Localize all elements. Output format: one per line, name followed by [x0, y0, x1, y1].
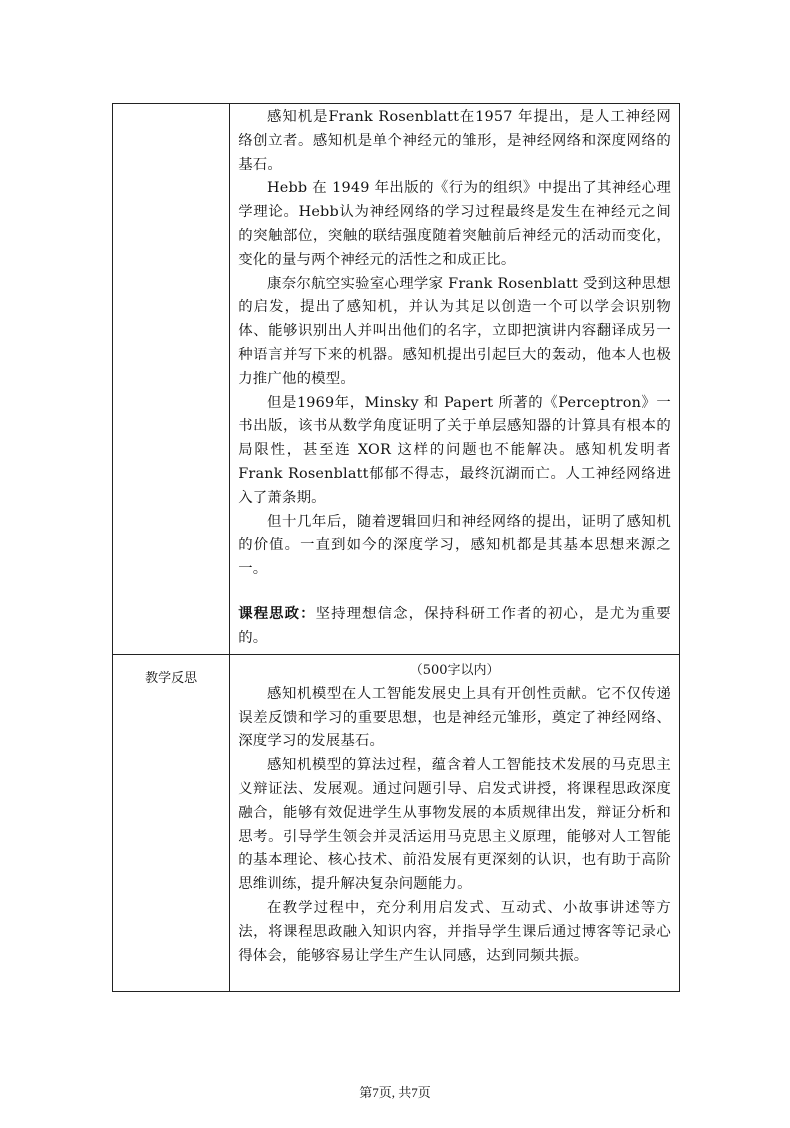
word-limit-note: （500字以内）	[409, 663, 500, 678]
table-row	[113, 655, 680, 992]
sizheng-text: 坚持理想信念，保持科研工作者的初心，是尤为重要的。	[238, 605, 671, 646]
paragraph: 感知机模型在人工智能发展史上具有开创性贡献。它不仅传递误差反馈和学习的重要思想，也是神经元雏形，奠定了神经网络、深度学习的发展基石。	[238, 685, 671, 750]
lesson-table	[112, 103, 680, 992]
row-label-reflection: 教学反思	[113, 655, 230, 992]
reflection-cell	[230, 655, 680, 992]
content-cell	[230, 104, 680, 655]
table-row	[113, 104, 680, 655]
row-label	[113, 104, 230, 655]
sizheng-label: 课程思政：	[238, 604, 316, 622]
paragraph: 但十几年后，随着逻辑回归和神经网络的提出，证明了感知机的价值。一直到如今的深度学习，感知机都是其基本思想来源之一。	[238, 513, 671, 578]
sizheng-paragraph	[238, 602, 671, 651]
spacer	[238, 582, 671, 602]
paragraph: 康奈尔航空实验室心理学家 Frank Rosenblatt 受到这种思想的启发，提出了感知机，并认为其足以创造一个可以学会识别物体、能够识别出人并叫出他们的名字，立即把演讲内容翻译成另一种语言并写下来的机器。感知机提出引起巨大的轰动，他本人也极力推广他的模型。	[238, 275, 671, 387]
paragraph: 但是1969年，Minsky 和 Papert 所著的《Perceptron》一书出版，该书从数学角度证明了关于单层感知器的计算具有根本的局限性，甚至连 XOR 这样的问题也不能解决。感知机发明者Frank Rosenblatt郁郁不得志，最终沉湖而亡。人工神经网络进入了萧条期。	[238, 394, 671, 506]
paragraph: Hebb 在 1949 年出版的《行为的组织》中提出了其神经心理学理论。Hebb认为神经网络的学习过程最终是发生在神经元之间的突触部位，突触的联结强度随着突触前后神经元的活动而变化，变化的量与两个神经元的活性之和成正比。	[238, 180, 671, 268]
paragraph: 在教学过程中，充分利用启发式、互动式、小故事讲述等方法，将课程思政融入知识内容，并指导学生课后通过博客等记录心得体会，能够容易让学生产生认同感，达到同频共振。	[238, 899, 671, 964]
paragraph: 感知机是Frank Rosenblatt在1957 年提出，是人工神经网络创立者。感知机是单个神经元的雏形，是神经网络和深度网络的基石。	[238, 109, 671, 173]
paragraph: 感知机模型的算法过程，蕴含着人工智能技术发展的马克思主义辩证法、发展观。通过问题引导、启发式讲授，将课程思政深度融合，能够有效促进学生从事物发展的本质规律出发，辩证分析和思考。引导学生领会并灵活运用马克思主义原理，能够对人工智能的基本理论、核心技术、前沿发展有更深刻的认识，也有助于高阶思维训练，提升解决复杂问题能力。	[238, 757, 671, 893]
page-number: 第7页, 共7页	[359, 1085, 431, 1100]
